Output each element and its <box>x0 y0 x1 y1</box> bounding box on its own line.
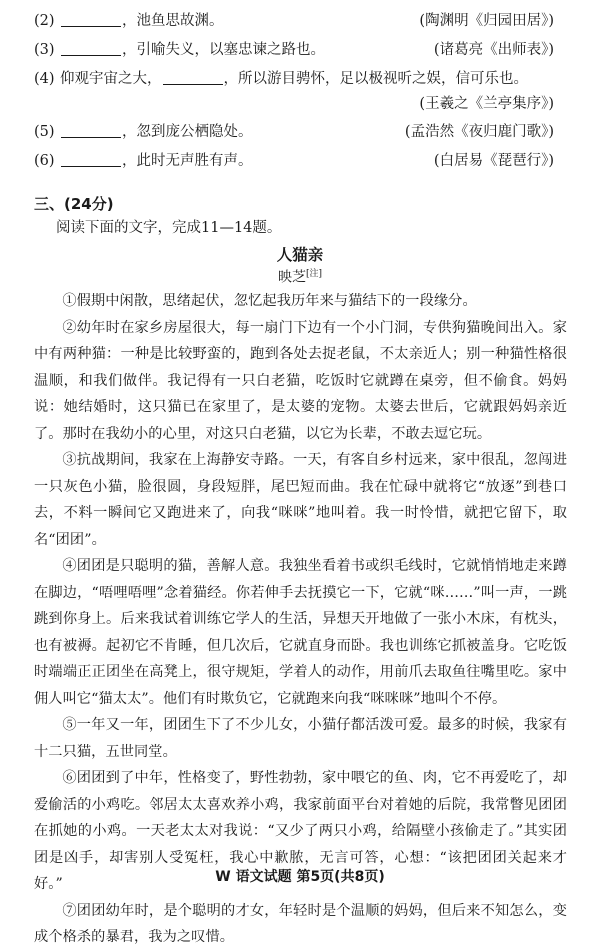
author-name: 映芝 <box>277 269 306 286</box>
article-paragraph: ⑤一年又一年，团团生下了不少儿女，小猫仔都活泼可爱。最多的时候，我家有十二只猫，五世同堂。 <box>34 717 567 760</box>
article-author <box>0 266 600 287</box>
page-footer: W 语文试题 第5页(共8页) <box>215 869 385 885</box>
item-text: ，引喻失义，以塞忠谏之路也。 <box>122 42 325 58</box>
item-source: (诸葛亮《出师表》) <box>433 42 554 58</box>
article-paragraph: ②幼年时在家乡房屋很大，每一扇门下边有一个小门洞，专供狗猫晚间出入。家中有两种猫：一种是比较野蛮的，跑到各处去捉老鼠，不太亲近人；别一种猫性格很温顺，和我们做伴。我记得有一只白老猫，吃饭时它就蹲在桌旁，但不偷食。妈妈说：她结婚时，这只猫已在家里了，是太婆的宠物。太婆去世后，它就跟妈妈亲近了。那时在我幼小的心里，对这只白老猫，以它为长辈，不敢去逗它玩。 <box>34 319 567 442</box>
article-paragraph: ③抗战期间，我家在上海静安寺路。一天，有客自乡村远来，家中很乱，忽闯进一只灰色小猫，脸很圆，身段短胖，尾巴短而曲。我在忙碌中就将它“放逐”到巷口去，不料一瞬间它又跑进来了，向我“咪咪”地叫着。我一时怜惜，就把它留下，取名“团团”。 <box>34 452 567 548</box>
article-paragraph: ⑥团团到了中年，性格变了，野性勃勃，家中喂它的鱼、肉，它不再爱吃了，却爱偷活的小鸡吃。邻居太太喜欢养小鸡，我家前面平台对着她的后院，我常瞥见团团在抓她的小鸡。一天老太太对我说：“又少了两只小鸡，给隔壁小孩偷走了。”其实团团是凶手，却害别人受冤枉，我心中歉脓，无言可答，心想：“该把团团关起来才好。” <box>34 770 567 892</box>
item-text: ，忽到庞公栖隐处。 <box>122 124 253 140</box>
author-note-marker: [注] <box>305 269 323 279</box>
item-text: ，此时无声胜有声。 <box>122 153 253 169</box>
item-text: ，所以游目骋怀，足以极视听之娱，信可乐也。 <box>223 71 528 87</box>
item-source: (白居易《琵琶行》) <box>433 153 554 169</box>
article-paragraph: ④团团是只聪明的猫，善解人意。我独坐看着书或织毛线时，它就悄悄地走来蹲在脚边，“唔哩唔哩”念着猫经。你若伸手去抚摸它一下，它就“咪……”叫一声，一跳跳到你身上。后来我试着训练它学人的生活，异想天开地做了一张小木床，有枕头，也有被褥。起初它不肯睡，但几次后，它就直身而卧。我也训练它抓被盖身。它吃饭时端端正正团坐在高凳上，很守规矩，学着人的动作，用前爪去取鱼往嘴里吃。家中佣人叫它“猫太太”。他们有时欺负它，它就跑来向我“咪咪咪”地叫个不停。 <box>34 558 567 707</box>
item-number: (2) <box>34 13 55 29</box>
fill-blank-item <box>34 10 564 32</box>
item-number: (6) <box>34 153 55 169</box>
article-title: 人猫亲 <box>276 246 324 264</box>
item-number: (4) <box>34 71 55 87</box>
answer-blank <box>61 40 121 56</box>
section-heading: 三、(24分) <box>34 195 114 213</box>
section-instruction: 阅读下面的文字，完成11—14题。 <box>56 220 282 236</box>
item-source: (孟浩然《夜归鹿门歌》) <box>404 124 554 140</box>
article-paragraph: ⑦团团幼年时，是个聪明的才女，年轻时是个温顺的妈妈，但后来不知怎么，变成个格杀的暴君，我为之叹惜。 <box>34 902 567 945</box>
item-number: (3) <box>34 42 55 58</box>
item-source: (王羲之《兰亭集序》) <box>419 96 554 112</box>
item-text-before: 仰观宇宙之大， <box>60 71 162 87</box>
fill-blank-item <box>34 39 564 61</box>
article-body <box>34 288 567 951</box>
item-number: (5) <box>34 124 55 140</box>
fill-blank-item <box>34 150 564 172</box>
item-source: (陶渊明《归园田居》) <box>419 13 554 29</box>
article-paragraph: ①假期中闲散，思绪起伏，忽忆起我历年来与猫结下的一段缘分。 <box>62 293 477 309</box>
answer-blank <box>61 151 121 167</box>
answer-blank <box>163 69 223 85</box>
fill-blank-item <box>34 121 564 143</box>
answer-blank <box>61 11 121 27</box>
fill-blank-item <box>34 68 564 90</box>
answer-blank <box>61 122 121 138</box>
item-text: ，池鱼思故渊。 <box>122 13 224 29</box>
